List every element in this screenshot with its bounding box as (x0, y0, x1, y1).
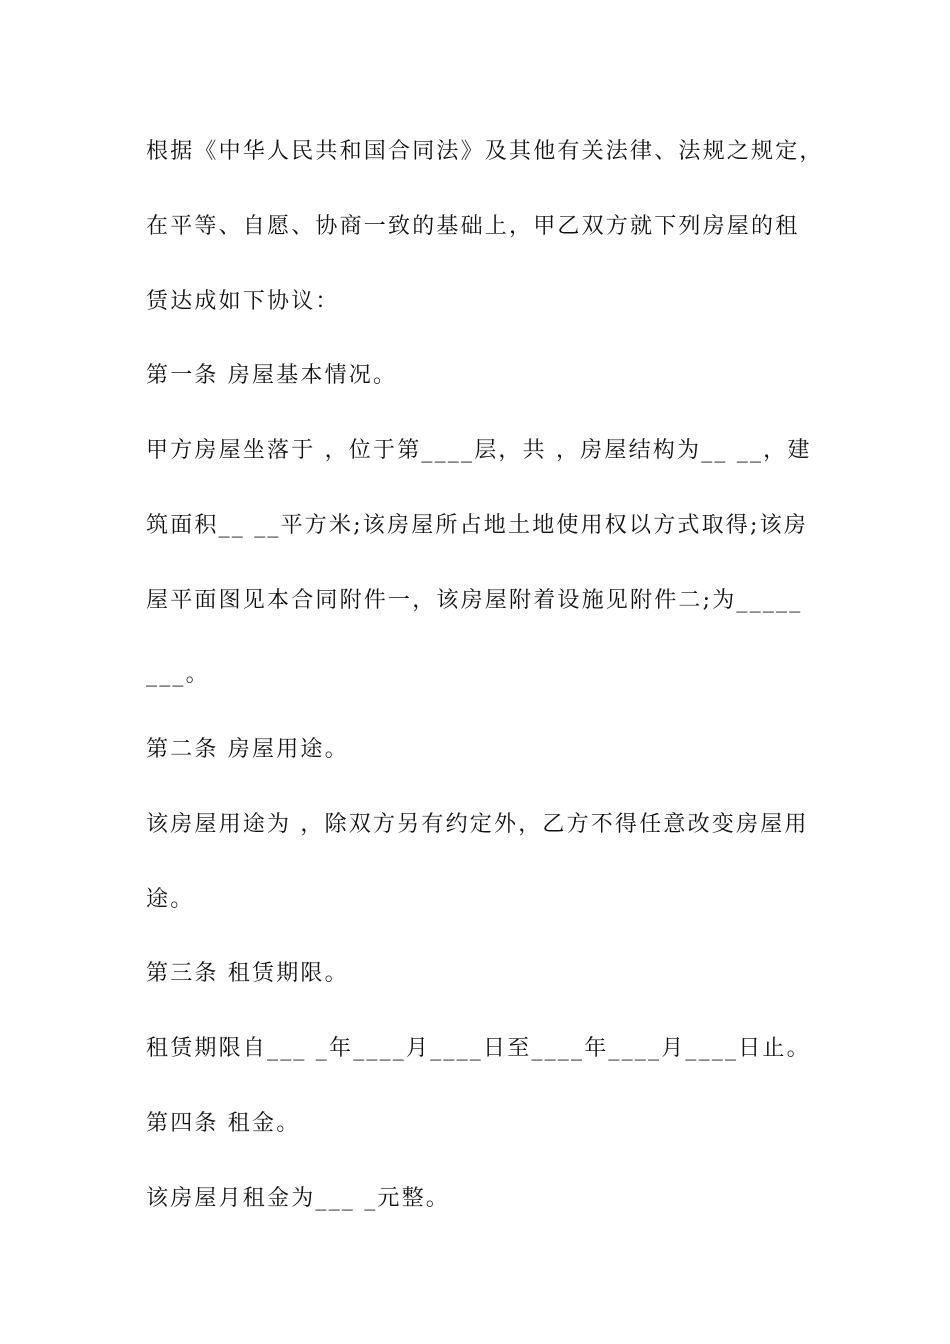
paragraph-line: 甲方房屋坐落于 ，位于第____层，共 ，房屋结构为__ __，建 (146, 438, 812, 463)
paragraph-line: 该房屋用途为 ，除双方另有约定外，乙方不得任意改变房屋用 (146, 812, 809, 837)
paragraph-line: 在平等、自愿、协商一致的基础上，甲乙双方就下列房屋的租 (146, 214, 800, 239)
section-heading: 第四条 租金。 (146, 1111, 301, 1136)
paragraph-line: ___。 (146, 662, 210, 687)
section-heading: 第二条 房屋用途。 (146, 737, 349, 762)
paragraph-line: 该房屋月租金为___ _元整。 (146, 1186, 450, 1211)
section-heading: 第一条 房屋基本情况。 (146, 363, 398, 388)
paragraph-line: 租赁期限自___ _年____月____日至____年____月____日止。 (146, 1036, 811, 1061)
paragraph-line: 赁达成如下协议： (146, 289, 340, 314)
paragraph-line: 屋平面图见本合同附件一，该房屋附着设施见附件二;为_____ (146, 588, 803, 613)
section-heading: 第三条 租赁期限。 (146, 961, 349, 986)
paragraph-line: 筑面积__ __平方米;该房屋所占地土地使用权以方式取得;该房 (146, 513, 809, 538)
paragraph-line: 途。 (146, 887, 195, 912)
paragraph-line: 根据《中华人民共和国合同法》及其他有关法律、法规之规定， (146, 139, 824, 164)
